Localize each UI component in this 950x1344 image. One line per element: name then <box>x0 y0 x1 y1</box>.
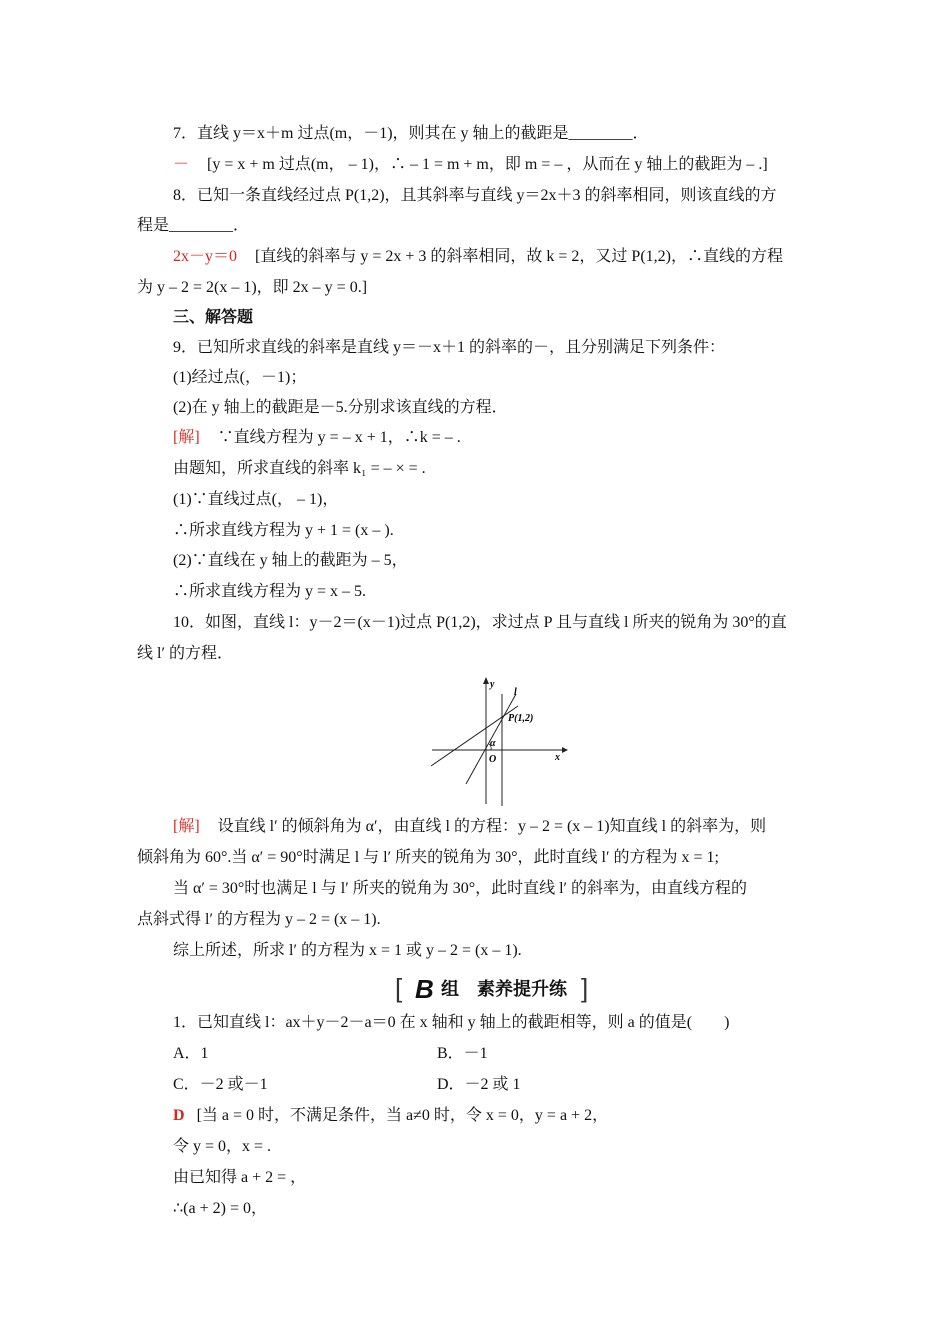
q10-stem-line2: 线 l′ 的方程． <box>137 645 233 662</box>
b1-solution-line4: ∴(a + 2) = 0， <box>173 1200 267 1217</box>
q8-stem-line2: 程是________． <box>137 217 250 234</box>
b1-option-b: B．－1 <box>437 1045 488 1062</box>
b1-solution-line2: 令 y = 0，x = . <box>173 1138 272 1155</box>
section-heading: 三、解答题 <box>173 309 254 326</box>
q9-solution-line6: ∴所求直线方程为 y = x – 5. <box>173 583 367 600</box>
q9-solution-line5: (2)∵直线在 y 轴上的截距为 – 5， <box>173 552 408 569</box>
fig-label-origin: O <box>489 754 497 765</box>
q10-solution-line3: 当 α′ = 30°时也满足 l 与 l′ 所夹的锐角为 30°，此时直线 l′ 的斜率为，由直线方程的 <box>173 880 748 897</box>
b1-option-a: A．1 <box>173 1045 209 1062</box>
q8-stem-line1: 8．已知一条直线经过点 P(1,2)，且其斜率与直线 y＝2x＋3 的斜率相同，则该直线的方 <box>173 187 777 204</box>
q10-solution-line2: 倾斜角为 60°.当 α′ = 90°时满足 l 与 l′ 所夹的锐角为 30°，此时直线 l′ 的方程为 x = 1; <box>137 849 719 866</box>
y-axis-arrow <box>483 677 489 684</box>
q9-solution-line2: 由题知，所求直线的斜率 k₁ = – × = . <box>173 460 426 477</box>
b1-stem: 1．已知直线 l：ax＋y－2－a＝0 在 x 轴和 y 轴上的截距相等，则 a 的值是( ) <box>173 1014 730 1031</box>
q9-solution-line3: (1)∵直线过点(， – 1)， <box>173 491 339 508</box>
q8-answer-mark: 2x－y＝0 <box>173 248 238 265</box>
b1-solution-text1: [当 a = 0 时，不满足条件，当 a≠0 时，令 x = 0，y = a + 2， <box>196 1107 609 1124</box>
banner-bracket-right: ] <box>581 973 589 1003</box>
q8-answer <box>173 246 783 268</box>
x-axis-arrow <box>562 747 568 753</box>
fig-label-y: y <box>490 679 495 690</box>
banner-bracket-left: [ <box>395 973 403 1003</box>
q9-solution-text1: ∵直线方程为 y = – x + 1，∴k = – . <box>217 429 461 446</box>
q7-answer <box>173 154 768 176</box>
b1-option-c: C．－2 或－1 <box>173 1076 268 1093</box>
fig-label-l: l <box>514 687 517 698</box>
q9-solution-line1 <box>173 427 461 449</box>
b1-solution-line1 <box>173 1105 608 1127</box>
q10-solution-text1: 设直线 l′ 的倾斜角为 α′，由直线 l 的方程：y – 2 = (x – 1)知直线 l 的斜率为，则 <box>217 818 767 835</box>
q8-answer-explanation-line1: [直线的斜率与 y = 2x + 3 的斜率相同，故 k = 2，又过 P(1,2)，∴直线的方程 <box>255 248 783 265</box>
q8-answer-explanation-line2: 为 y – 2 = 2(x – 1)，即 2x – y = 0.] <box>137 279 368 296</box>
q9-condition-1: (1)经过点(，－1)； <box>173 369 307 386</box>
fig-label-alpha: α <box>490 738 496 749</box>
q10-stem-line1: 10．如图，直线 l：y－2＝(x－1)过点 P(1,2)，求过点 P 且与直线 l 所夹的锐角为 30°的直 <box>173 614 787 631</box>
q7-answer-explanation: [y = x + m 过点(m， – 1)，∴ – 1 = m + m，即 m = – ，从而在 y 轴上的截距为 – .] <box>207 156 768 173</box>
q7-stem: 7．直线 y＝x＋m 过点(m，－1)，则其在 y 轴上的截距是________． <box>173 125 649 142</box>
fig-label-x: x <box>555 752 560 763</box>
q10-solution-line5: 综上所述，所求 l′ 的方程为 x = 1 或 y – 2 = (x – 1). <box>173 942 522 959</box>
b1-solution-line3: 由已知得 a + 2 = ， <box>173 1169 307 1186</box>
q7-answer-mark: － <box>173 156 190 173</box>
q9-solution-tag: [解] <box>173 429 200 446</box>
banner-letter: B <box>415 974 434 1004</box>
q10-figure <box>428 676 568 808</box>
q10-solution-line1 <box>173 816 766 838</box>
banner-title: 组 素养提升练 <box>441 979 567 999</box>
q10-solution-line4: 点斜式得 l′ 的方程为 y – 2 = (x – 1). <box>137 911 381 928</box>
q9-condition-2: (2)在 y 轴上的截距是－5.分别求该直线的方程． <box>173 399 508 416</box>
line-l-prime <box>431 706 518 766</box>
b1-answer-mark: D <box>173 1107 185 1124</box>
q9-stem: 9．已知所求直线的斜率是直线 y＝－x＋1 的斜率的－，且分别满足下列条件： <box>173 339 726 356</box>
fig-label-p: P(1,2) <box>508 713 534 724</box>
section-banner <box>395 972 595 1006</box>
q10-solution-tag: [解] <box>173 818 200 835</box>
b1-option-d: D．－2 或 1 <box>437 1076 521 1093</box>
q9-solution-line4: ∴所求直线方程为 y + 1 = (x – ). <box>173 522 394 539</box>
